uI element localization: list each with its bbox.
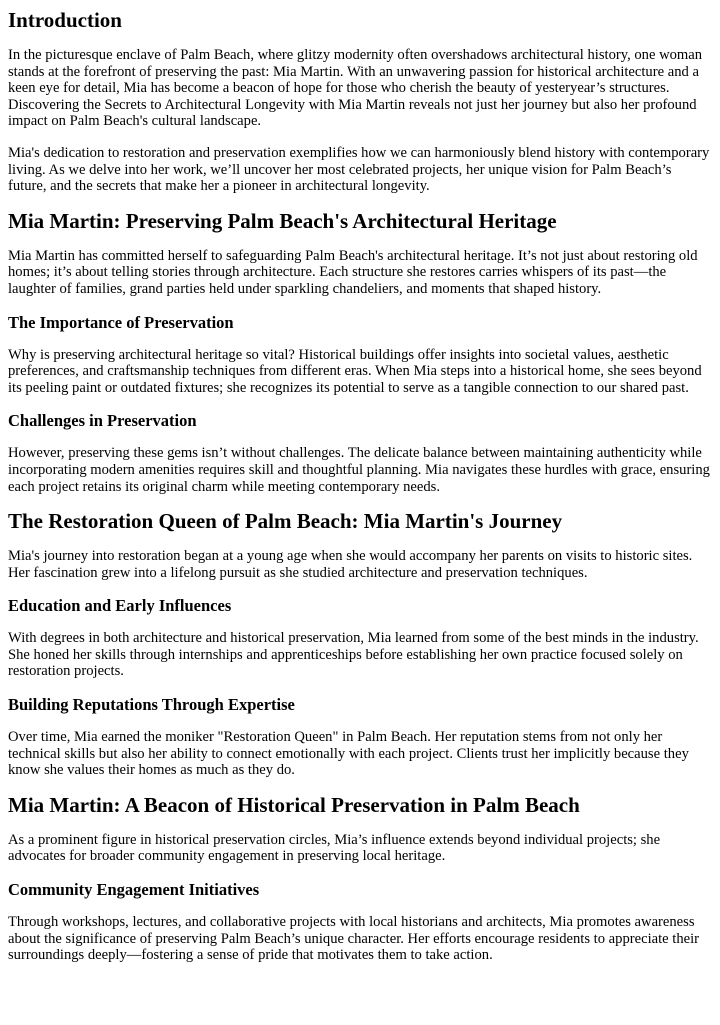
journey-paragraph: Mia's journey into restoration began at a young age when she would accompany her parents on visits to historic sites. Her fascination grew into a lifelong pursuit as she studied architecture and preservation techniques. [8,548,693,581]
community-subheading: Community Engagement Initiatives [8,880,260,900]
importance-subheading: The Importance of Preservation [8,312,234,332]
importance-paragraph: Why is preserving architectural heritage so vital? Historical buildings offer insights into societal values, aesthetic preferences, and craftsmanship techniques from different eras. When Mia steps into a historical home, she sees beyond its peeling paint or outdated fixtures; she recognizes its potential to serve as a tangible connection to our shared past. [8,346,702,396]
article [0,8,720,964]
community-paragraph: Through workshops, lectures, and collaborative projects with local historians and architects, Mia promotes awareness about the significance of preserving Palm Beach’s unique character. Her efforts encourage residents to appreciate their surroundings deeply—fostering a sense of pride that motivates them to take action. [8,914,700,964]
intro-paragraph-2: Mia's dedication to restoration and preservation exemplifies how we can harmoniously blend history with contemporary living. As we delve into her work, we’ll uncover her most celebrated projects, her unique vision for Palm Beach’s future, and the secrets that make her a pioneer in architectural longevity. [8,144,710,195]
heritage-heading: Mia Martin: Preserving Palm Beach's Architectural Heritage [8,208,557,233]
challenges-paragraph: However, preserving these gems isn’t without challenges. The delicate balance between maintaining authenticity while incorporating modern amenities requires skill and thoughtful planning. Mia navigates these hurdles with grace, ensuring each project retains its original charm while meeting contemporary needs. [8,445,710,495]
reputation-paragraph: Over time, Mia earned the moniker "Restoration Queen" in Palm Beach. Her reputation stems from not only her technical skills but also her ability to connect emotionally with each project. Clients trust her implicitly because they know she values their homes as much as they do. [8,729,689,779]
intro-paragraph-1: In the picturesque enclave of Palm Beach, where glitzy modernity often overshadows architectural history, one woman stands at the forefront of preserving the past: Mia Martin. With an unwavering passion for historical architecture and a keen eye for detail, Mia has become a beacon of hope for those who cherish the beauty of yesteryear’s structures. Discovering the Secrets to Architectural Longevity with Mia Martin reveals not just her journey but also her profound impact on Palm Beach's cultural landscape. [8,47,703,130]
education-subheading: Education and Early Influences [8,596,232,616]
journey-heading: The Restoration Queen of Palm Beach: Mia Martin's Journey [8,509,563,534]
heritage-paragraph: Mia Martin has committed herself to safeguarding Palm Beach's architectural heritage. It’s not just about restoring old homes; it’s about telling stories through architecture. Each structure she restores carries whispers of its past—the laughter of families, grand parties held under sparkling chandeliers, and moments that shaped history. [8,247,698,297]
intro-heading: Introduction [8,8,122,32]
beacon-paragraph: As a prominent figure in historical preservation circles, Mia’s influence extends beyond individual projects; she advocates for broader community engagement in preserving local heritage. [8,831,661,865]
education-paragraph: With degrees in both architecture and historical preservation, Mia learned from some of the best minds in the industry. She honed her skills through internships and apprenticeships before establishing her own practice focused solely on restoration projects. [8,630,699,680]
reputation-subheading: Building Reputations Through Expertise [8,695,295,715]
challenges-subheading: Challenges in Preservation [8,411,197,431]
beacon-heading: Mia Martin: A Beacon of Historical Preservation in Palm Beach [8,792,580,817]
